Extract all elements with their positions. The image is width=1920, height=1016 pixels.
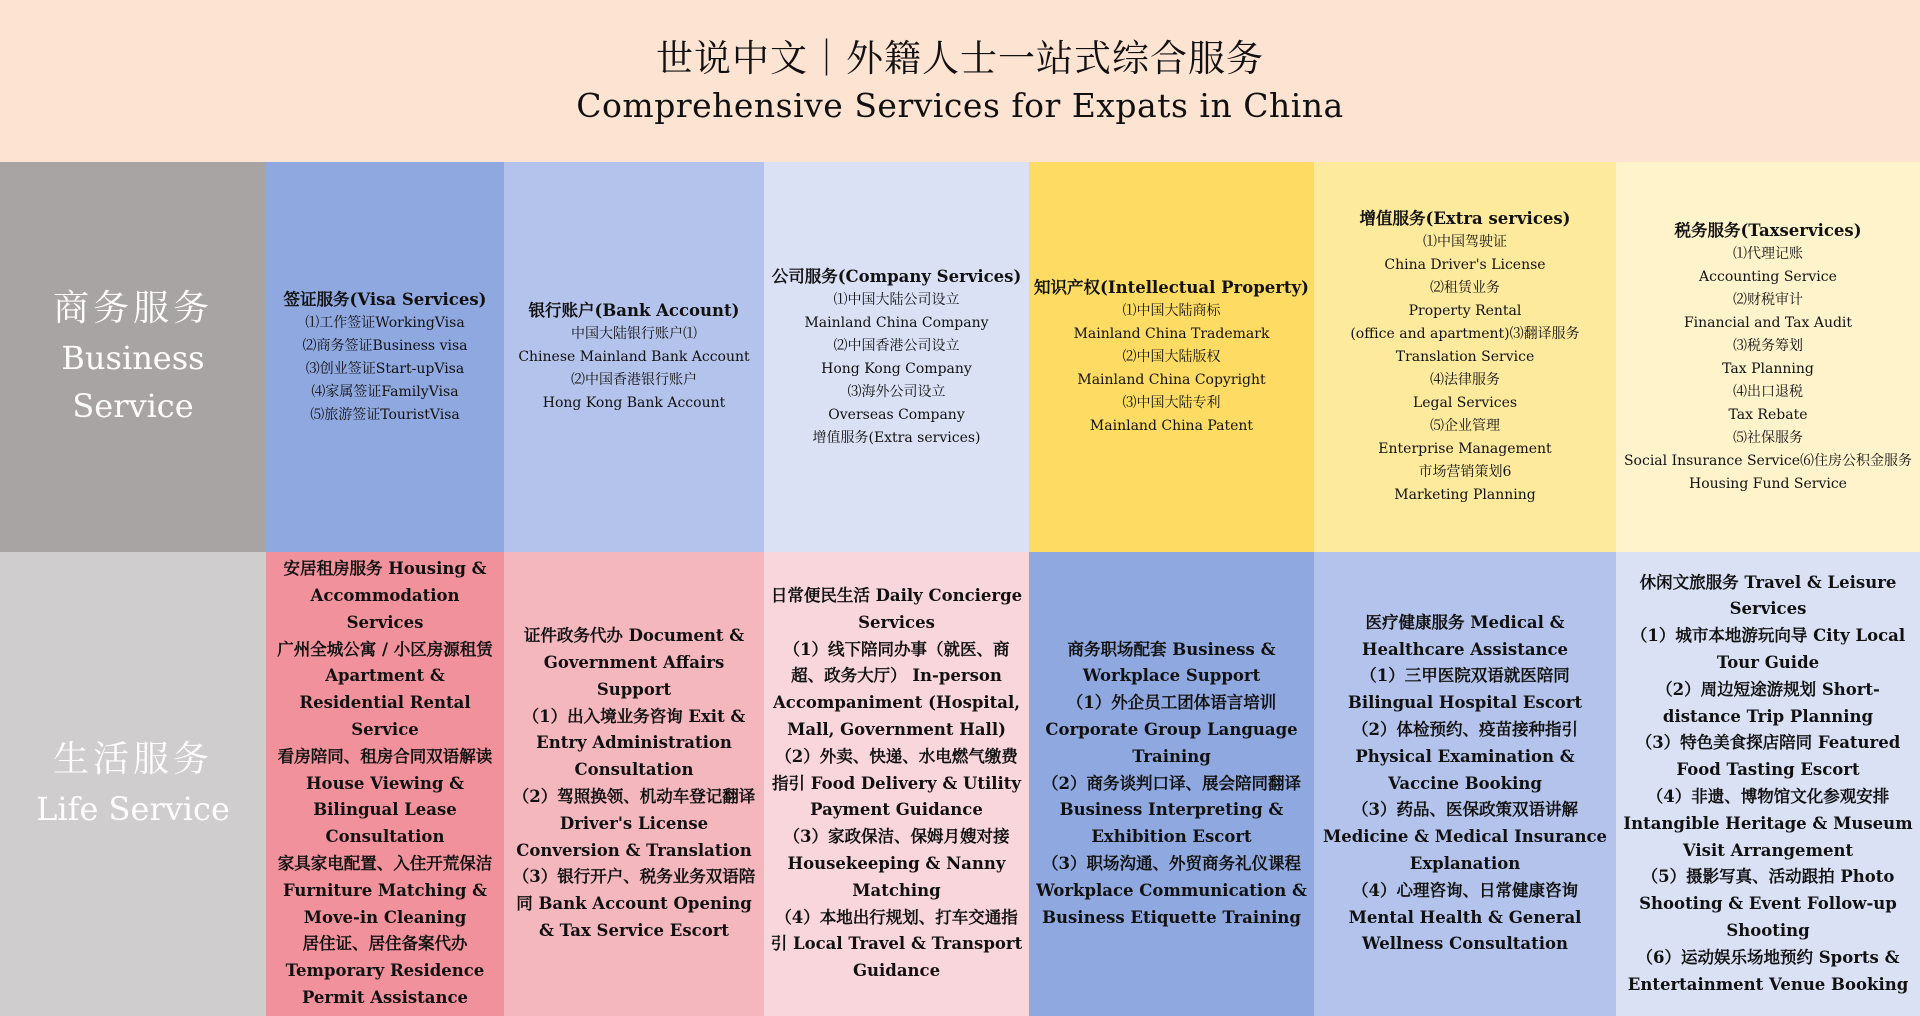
service-item: ⑵中国大陆版权: [1122, 349, 1221, 365]
service-title: 休闲文旅服务 Travel & Leisure Services: [1639, 572, 1897, 619]
service-text-block: [1616, 570, 1920, 999]
service-item: ⑴代理记账: [1732, 245, 1803, 262]
service-text-block: [284, 288, 487, 427]
service-title: 税务服务(Taxservices): [1674, 220, 1862, 240]
service-item: （2）外卖、快递、水电燃气缴费指引 Food Delivery & Utility Payment Guidance: [772, 746, 1021, 820]
document-services-cell: [504, 552, 764, 1016]
service-item: Property Rental: [1408, 303, 1522, 319]
service-item: Mainland China Company: [804, 314, 989, 331]
service-title: 医疗健康服务 Medical & Healthcare Assistance: [1361, 612, 1569, 659]
service-item: ⑶创业签证Start-upVisa: [305, 360, 465, 377]
service-text-block: [518, 299, 749, 415]
service-text-block: [266, 556, 504, 1012]
visa-services-cell: [266, 162, 504, 552]
service-title: 日常便民生活 Daily Concierge Services: [770, 586, 1023, 632]
service-item: ⑶税务筹划: [1732, 337, 1803, 354]
service-item: （2）周边短途游规划 Short-distance Trip Planning: [1656, 679, 1880, 726]
service-item: Hong Kong Bank Account: [542, 395, 726, 411]
service-item: ⑷家属签证FamilyVisa: [311, 383, 459, 400]
service-item: （2）驾照换领、机动车登记翻译 Driver's License Conversion & Translation: [512, 787, 756, 860]
travel-leisure-cell: [1616, 552, 1920, 1016]
service-item: Legal Services: [1412, 395, 1518, 411]
business-label-english: Business Service: [61, 339, 205, 425]
page-title-english: Comprehensive Services for Expats in China: [576, 86, 1344, 125]
service-item: （2）体检预约、疫苗接种指引 Physical Examination & Vaccine Booking: [1352, 720, 1578, 793]
intellectual-property-cell: [1029, 162, 1314, 552]
service-item: Mainland China Patent: [1089, 418, 1254, 434]
service-text-block: [504, 623, 764, 945]
concierge-services-cell: [764, 552, 1029, 1016]
service-item: Tax Rebate: [1728, 406, 1808, 423]
service-item: （3）职场沟通、外贸商务礼仪课程 Workplace Communication & Business Etiquette Training: [1036, 853, 1307, 927]
service-item: (office and apartment)⑶翻译服务: [1350, 326, 1580, 342]
life-service-label: [0, 552, 266, 1016]
medical-healthcare-cell: [1314, 552, 1616, 1016]
service-item: （1）三甲医院双语就医陪同 Bilingual Hospital Escort: [1347, 666, 1583, 713]
services-grid: [0, 162, 1920, 1016]
service-item: ⑴中国驾驶证: [1423, 234, 1507, 250]
service-item: Housing Fund Service: [1688, 475, 1847, 492]
service-text-block: [772, 265, 1022, 450]
service-text-block: [1624, 219, 1912, 496]
service-item: Mainland China Copyright: [1077, 372, 1266, 388]
service-item: Overseas Company: [828, 406, 965, 423]
service-item: （4）本地出行规划、打车交通指引 Local Travel & Transport Guidance: [770, 907, 1023, 981]
service-item: ⑵财税审计: [1732, 291, 1803, 308]
workplace-support-cell: [1029, 552, 1314, 1016]
service-item: ⑴工作签证WorkingVisa: [305, 314, 465, 331]
service-item: 看房陪同、租房合同双语解读 House Viewing & Bilingual Lease Consultation: [277, 746, 493, 847]
service-title: 安居租房服务 Housing & Accommodation Services: [283, 559, 487, 632]
service-item: Mainland China Trademark: [1073, 326, 1270, 342]
business-label-chinese: 商务服务: [52, 288, 213, 329]
life-label-chinese: 生活服务: [52, 739, 213, 780]
service-item: Accounting Service: [1699, 268, 1837, 285]
service-item: （3）特色美食探店陪同 Featured Food Tasting Escort: [1635, 733, 1901, 780]
service-item: （3）银行开户、税务业务双语陪同 Bank Account Opening & Tax Service Escort: [512, 867, 756, 940]
service-text-block: [1034, 276, 1309, 438]
service-item: ⑵中国香港公司设立: [833, 337, 960, 354]
service-item: ⑶中国大陆专利: [1122, 395, 1221, 411]
service-title: 证件政务代办 Document & Government Affairs Support: [523, 626, 745, 699]
service-item: 增值服务(Extra services): [812, 429, 981, 446]
service-item: （3）药品、医保政策双语讲解 Medicine & Medical Insurance Explanation: [1322, 800, 1607, 873]
service-item: ⑸企业管理: [1430, 418, 1500, 434]
service-item: （1）出入境业务咨询 Exit & Entry Administration Consultation: [522, 706, 746, 780]
service-item: （5）摄影写真、活动跟拍 Photo Shooting & Event Follow-up Shooting: [1639, 867, 1897, 940]
service-item: （2）商务谈判口译、展会陪同翻译 Business Interpreting & Exhibition Escort: [1042, 773, 1301, 847]
service-item: ⑸旅游签证TouristVisa: [310, 406, 460, 423]
service-title: 知识产权(Intellectual Property): [1034, 278, 1309, 297]
page-title-chinese: 世说中文｜外籍人士一站式综合服务: [656, 37, 1264, 80]
service-item: （4）非遗、博物馆文化参观安排 Intangible Heritage & Museum Visit Arrangement: [1623, 787, 1913, 860]
extra-services-cell: [1314, 162, 1616, 552]
service-text-block: [764, 583, 1029, 985]
service-item: Tax Planning: [1722, 360, 1814, 377]
service-item: ⑴中国大陆公司设立: [833, 291, 960, 308]
service-item: ⑸社保服务: [1732, 429, 1803, 446]
service-title: 签证服务(Visa Services): [283, 289, 487, 309]
service-item: ⑷法律服务: [1430, 372, 1500, 388]
tax-services-cell: [1616, 162, 1920, 552]
service-item: Financial and Tax Audit: [1683, 314, 1853, 331]
service-item: Translation Service: [1395, 349, 1535, 365]
service-item: Marketing Planning: [1394, 487, 1536, 503]
service-text-block: [1029, 637, 1314, 932]
service-text-block: [1350, 207, 1579, 507]
service-text-block: [1314, 610, 1616, 958]
page-header: [0, 0, 1920, 162]
housing-services-cell: [266, 552, 504, 1016]
service-item: 广州全城公寓 / 小区房源租赁 Apartment & Residential Rental Service: [277, 639, 493, 739]
business-service-label: [0, 162, 266, 552]
service-item: Chinese Mainland Bank Account: [518, 349, 750, 365]
service-item: 居住证、居住备案代办 Temporary Residence Permit Assistance: [285, 934, 485, 1007]
company-services-cell: [764, 162, 1029, 552]
service-item: ⑷出口退税: [1732, 383, 1803, 400]
service-item: ⑵租赁业务: [1430, 280, 1500, 296]
service-item: （4）心理咨询、日常健康咨询 Mental Health & General Wellness Consultation: [1348, 880, 1582, 954]
service-title: 增值服务(Extra services): [1359, 209, 1571, 228]
service-item: China Driver's License: [1384, 257, 1546, 273]
service-item: 家具家电配置、入住开荒保洁 Furniture Matching & Move-in Cleaning: [277, 853, 493, 927]
service-item: Enterprise Management: [1378, 441, 1552, 457]
bank-account-cell: [504, 162, 764, 552]
service-item: 中国大陆银行账户⑴: [570, 326, 697, 342]
service-item: ⑶海外公司设立: [847, 383, 946, 400]
service-item: （1）线下陪同办事（就医、商超、政务大厅） In-person Accompaniment (Hospital, Mall, Government Hall): [773, 639, 1020, 739]
service-item: （1）城市本地游玩向导 City Local Tour Guide: [1630, 626, 1906, 673]
service-item: ⑴中国大陆商标: [1122, 303, 1221, 319]
service-item: Social Insurance Service⑹住房公积金服务: [1623, 452, 1913, 469]
service-title: 商务职场配套 Business & Workplace Support: [1067, 639, 1276, 686]
service-item: （3）家政保洁、保姆月嫂对接 Housekeeping & Nanny Matching: [783, 827, 1010, 900]
service-title: 公司服务(Company Services): [771, 266, 1022, 286]
service-item: ⑵中国香港银行账户: [570, 372, 697, 388]
service-item: （6）运动娱乐场地预约 Sports & Entertainment Venue Booking: [1627, 947, 1909, 994]
service-title: 银行账户(Bank Account): [528, 301, 740, 320]
service-item: 市场营销策划6: [1418, 464, 1512, 480]
service-item: （1）外企员工团体语言培训 Corporate Group Language Training: [1045, 693, 1298, 766]
service-item: Hong Kong Company: [821, 360, 972, 377]
service-item: ⑵商务签证Business visa: [302, 337, 468, 354]
life-label-english: Life Service: [36, 790, 230, 828]
